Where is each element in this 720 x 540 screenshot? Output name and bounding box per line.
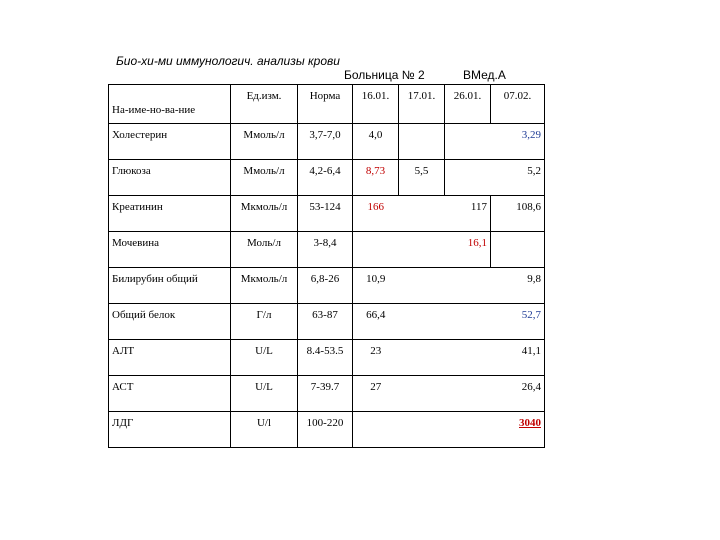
test-norm: 8.4-53.5 bbox=[298, 340, 353, 376]
value-17-01: 5,5 bbox=[399, 160, 445, 196]
hospital-label: Больница № 2 bbox=[344, 68, 425, 82]
value-17-01 bbox=[399, 340, 445, 376]
value-26-01 bbox=[445, 412, 491, 448]
table-row bbox=[109, 268, 545, 304]
test-name: Холестерин bbox=[109, 124, 231, 160]
value-17-01 bbox=[399, 412, 445, 448]
value-16-01: 4,0 bbox=[353, 124, 399, 160]
test-unit: Ммоль/л bbox=[231, 124, 298, 160]
value-16-01 bbox=[353, 232, 399, 268]
table-row bbox=[109, 412, 545, 448]
value-07-02 bbox=[491, 232, 545, 268]
table-row bbox=[109, 196, 545, 232]
header-norm: Норма bbox=[298, 85, 353, 124]
header-date: 26.01. bbox=[445, 85, 491, 124]
test-unit: Г/л bbox=[231, 304, 298, 340]
test-norm: 3-8,4 bbox=[298, 232, 353, 268]
test-unit: Моль/л bbox=[231, 232, 298, 268]
test-norm: 4,2-6,4 bbox=[298, 160, 353, 196]
table-header-row bbox=[109, 85, 545, 124]
hospital-label: ВМед.А bbox=[463, 68, 506, 82]
value-17-01 bbox=[399, 376, 445, 412]
value-07-02: 3,29 bbox=[491, 124, 545, 160]
value-07-02: 9,8 bbox=[491, 268, 545, 304]
value-16-01: 10,9 bbox=[353, 268, 399, 304]
header-name: На-име-но-ва-ние bbox=[109, 85, 231, 124]
test-norm: 53-124 bbox=[298, 196, 353, 232]
value-17-01 bbox=[399, 124, 445, 160]
value-16-01: 23 bbox=[353, 340, 399, 376]
header-date: 07.02. bbox=[491, 85, 545, 124]
header-date: 17.01. bbox=[399, 85, 445, 124]
value-16-01: 66,4 bbox=[353, 304, 399, 340]
value-17-01 bbox=[399, 232, 445, 268]
value-26-01 bbox=[445, 376, 491, 412]
table-row bbox=[109, 232, 545, 268]
test-name: Глюкоза bbox=[109, 160, 231, 196]
test-unit: U/L bbox=[231, 340, 298, 376]
test-name: АЛТ bbox=[109, 340, 231, 376]
value-26-01: 16,1 bbox=[445, 232, 491, 268]
test-norm: 3,7-7,0 bbox=[298, 124, 353, 160]
header-date: 16.01. bbox=[353, 85, 399, 124]
test-name: Билирубин общий bbox=[109, 268, 231, 304]
test-unit: Мкмоль/л bbox=[231, 268, 298, 304]
table-row bbox=[109, 304, 545, 340]
value-07-02: 5,2 bbox=[491, 160, 545, 196]
test-norm: 7-39.7 bbox=[298, 376, 353, 412]
test-norm: 63-87 bbox=[298, 304, 353, 340]
test-unit: Мкмоль/л bbox=[231, 196, 298, 232]
lab-results-table bbox=[108, 84, 545, 448]
value-17-01 bbox=[399, 196, 445, 232]
table-row bbox=[109, 340, 545, 376]
test-norm: 100-220 bbox=[298, 412, 353, 448]
test-norm: 6,8-26 bbox=[298, 268, 353, 304]
test-name: Мочевина bbox=[109, 232, 231, 268]
test-unit: U/L bbox=[231, 376, 298, 412]
value-16-01 bbox=[353, 412, 399, 448]
value-16-01: 166 bbox=[353, 196, 399, 232]
test-name: ЛДГ bbox=[109, 412, 231, 448]
value-26-01 bbox=[445, 268, 491, 304]
test-unit: Ммоль/л bbox=[231, 160, 298, 196]
document-title: Био-хи-ми иммунологич. анализы крови bbox=[116, 54, 340, 68]
value-17-01 bbox=[399, 304, 445, 340]
value-26-01 bbox=[445, 340, 491, 376]
table-row bbox=[109, 160, 545, 196]
value-07-02: 26,4 bbox=[491, 376, 545, 412]
value-07-02: 52,7 bbox=[491, 304, 545, 340]
value-26-01 bbox=[445, 124, 491, 160]
header-unit: Ед.изм. bbox=[231, 85, 298, 124]
value-16-01: 27 bbox=[353, 376, 399, 412]
test-unit: U/l bbox=[231, 412, 298, 448]
test-name: Общий белок bbox=[109, 304, 231, 340]
value-16-01: 8,73 bbox=[353, 160, 399, 196]
value-26-01: 117 bbox=[445, 196, 491, 232]
test-name: АСТ bbox=[109, 376, 231, 412]
value-07-02: 108,6 bbox=[491, 196, 545, 232]
value-17-01 bbox=[399, 268, 445, 304]
table-row bbox=[109, 124, 545, 160]
table-row bbox=[109, 376, 545, 412]
value-26-01 bbox=[445, 160, 491, 196]
value-07-02: 41,1 bbox=[491, 340, 545, 376]
value-26-01 bbox=[445, 304, 491, 340]
value-07-02: 3040 bbox=[491, 412, 545, 448]
test-name: Креатинин bbox=[109, 196, 231, 232]
